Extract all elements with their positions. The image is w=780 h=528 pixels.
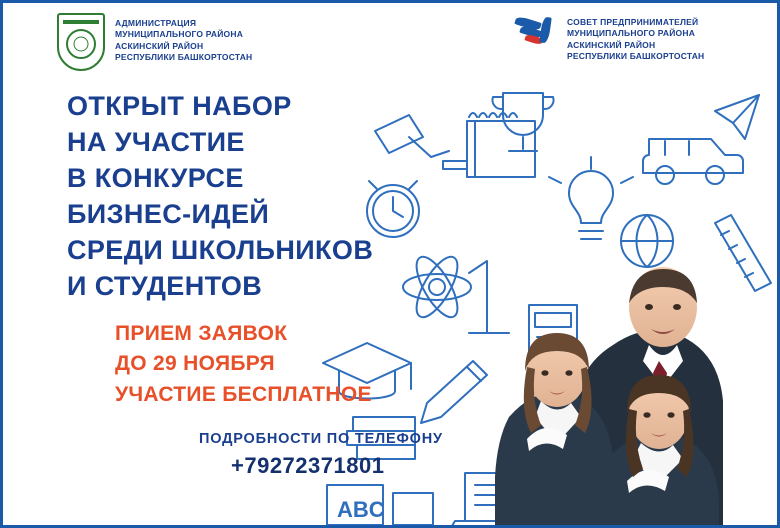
- bashkortostan-district-emblem-icon: [57, 13, 105, 71]
- atom-doodle: [403, 251, 471, 323]
- council-line-2: МУНИЦИПАЛЬНОГО РАЙОНА: [567, 28, 696, 39]
- abc-doodle: [327, 485, 433, 525]
- administration-line-4: РЕСПУБЛИКИ БАШКОРТОСТАН: [115, 52, 253, 63]
- headline-line-5: СРЕДИ ШКОЛЬНИКОВ: [67, 234, 374, 265]
- headline-line-1: ОТКРЫТ НАБОР: [67, 91, 292, 121]
- council-swoosh-logo-icon: [513, 15, 559, 49]
- notebook-doodle: [467, 113, 535, 177]
- poster-header: [13, 11, 767, 73]
- desk-lamp-doodle: [375, 115, 467, 169]
- council-line-4: РЕСПУБЛИКИ БАШКОРТОСТАН: [567, 51, 705, 62]
- administration-text: [115, 13, 252, 64]
- council-line-1: СОВЕТ ПРЕДПРИНИМАТЕЛЕЙ: [567, 17, 699, 27]
- headline-line-4: БИЗНЕС-ИДЕЙ: [67, 198, 270, 229]
- contact-phone[interactable]: +79272371801: [231, 453, 385, 478]
- administration-line-1: АДМИНИСТРАЦИЯ: [115, 18, 197, 28]
- paper-plane-doodle: [715, 95, 759, 139]
- headline-line-3: В КОНКУРСЕ: [67, 162, 244, 193]
- administration-line-2: МУНИЦИПАЛЬНОГО РАЙОНА: [115, 29, 244, 40]
- administration-block: [57, 13, 252, 71]
- administration-line-3: АСКИНСКИЙ РАЙОН: [115, 40, 204, 51]
- headline-line-6: И СТУДЕНТОВ: [67, 270, 263, 301]
- subheadline-line-2: ДО 29 НОЯБРЯ: [115, 352, 275, 376]
- subheadline-line-3: УЧАСТИЕ БЕСПЛАТНОЕ: [115, 382, 372, 406]
- headline-line-2: НА УЧАСТИЕ: [67, 126, 245, 157]
- abc-doodle-label: ABC: [337, 497, 385, 522]
- council-line-3: АСКИНСКИЙ РАЙОН: [567, 39, 656, 50]
- subheadline-line-1: ПРИЕМ ЗАЯВОК: [115, 322, 288, 345]
- council-block: [513, 15, 704, 63]
- car-doodle: [643, 139, 743, 184]
- contact-label: ПОДРОБНОСТИ ПО ТЕЛЕФОНУ: [199, 431, 443, 447]
- trophy-doodle: [492, 93, 553, 151]
- headline: [67, 89, 373, 304]
- teacher-and-students-photo: [463, 195, 763, 525]
- clock-doodle: [367, 181, 419, 237]
- council-text: [567, 15, 704, 63]
- subheadline: [115, 319, 372, 410]
